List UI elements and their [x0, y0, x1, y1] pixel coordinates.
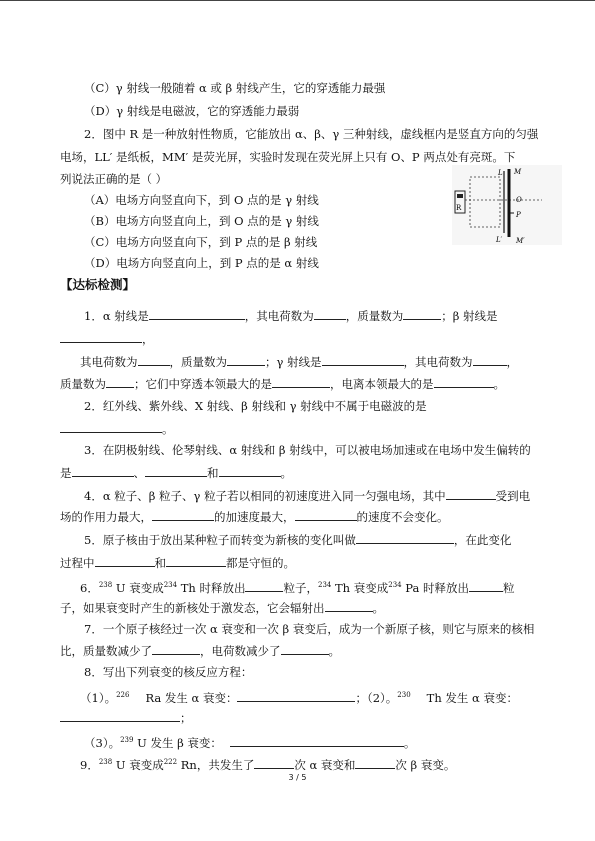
- blank[interactable]: [152, 643, 200, 655]
- s1-line-4: 质量数为 ；它们中穿透本领最大的是 ，电离本领最大的是 。: [60, 377, 505, 391]
- q2-option-c: （C）电场方向竖直向下，到 P 点的是 β 射线: [84, 235, 318, 249]
- blank[interactable]: [356, 532, 454, 544]
- blank[interactable]: [145, 465, 207, 477]
- blank[interactable]: [469, 580, 503, 592]
- s8-line-4: （3）。$^{239}$ U 发生 β 衰变： 。: [84, 736, 416, 750]
- blank[interactable]: [230, 735, 404, 747]
- s8-line-2: （1）。$^{226}$ Ra 发生 α 衰变： ；（2）。$^{230}$ Th 发生 α 衰变：: [80, 691, 518, 705]
- blank[interactable]: [325, 600, 373, 612]
- header-rule: [0, 0, 595, 1]
- blank[interactable]: [272, 376, 330, 388]
- page-number: 3 / 5: [288, 773, 307, 782]
- label-l-prime: L′: [496, 236, 503, 244]
- s5-line-2: 过程中 和 都是守恒的。: [60, 556, 295, 570]
- blank[interactable]: [237, 690, 355, 702]
- option-d: （D）γ 射线是电磁波，它的穿透能力最弱: [84, 104, 300, 118]
- q2-option-b: （B）电场方向竖直向上，到 O 点的是 γ 射线: [84, 214, 319, 228]
- s6-line-2: 子，如果衰变时产生的新核处于激发态，它会辐射出 。: [60, 601, 384, 615]
- label-m-prime: M′: [516, 237, 525, 245]
- blank[interactable]: [446, 488, 496, 500]
- label-m: M: [514, 168, 522, 176]
- s4-line-1: 4．α 粒子、β 粒子、γ 粒子若以相同的初速度进入同一匀强电场，其中 受到电: [84, 489, 531, 503]
- blank[interactable]: [245, 580, 283, 592]
- blank[interactable]: [60, 331, 142, 343]
- radiation-diagram: [452, 165, 562, 245]
- s2-line-1: 2．红外线、紫外线、X 射线、β 射线和 γ 射线中不属于电磁波的是: [84, 399, 427, 413]
- blank[interactable]: [166, 555, 226, 567]
- blank[interactable]: [72, 465, 134, 477]
- blank[interactable]: [149, 308, 245, 320]
- blank[interactable]: [106, 376, 134, 388]
- blank[interactable]: [138, 354, 170, 366]
- blank[interactable]: [473, 354, 507, 366]
- s6-line-1: 6．$^{238}$ U 衰变成$^{234}$ Th 时释放出 粒子，$^{234}$ Th 衰变成$^{234}$ Pa 时释放出 粒: [80, 581, 515, 595]
- label-l: L: [498, 169, 503, 177]
- s4-line-2: 场的作用力最大， 的加速度最大， 的速度不会变化。: [60, 510, 449, 524]
- blank[interactable]: [227, 354, 265, 366]
- option-c: （C）γ 射线一般随着 α 或 β 射线产生，它的穿透能力最强: [84, 81, 386, 95]
- s9-line-1: 9．$^{238}$ U 衰变成$^{222}$ Rn，共发生了 次 α 衰变和 次 β 衰变。: [80, 758, 456, 772]
- s5-line-1: 5．原子核由于放出某种粒子而转变为新核的变化叫做 ，在此变化: [84, 533, 512, 547]
- section-heading: 【达标检测】: [60, 277, 136, 292]
- s2-line-2: 。: [60, 421, 174, 436]
- q2-line-2: 电场，LL′ 是纸板，MM′ 是荧光屏，实验时发现在荧光屏上只有 O、P 两点处有亮斑。下: [60, 150, 516, 164]
- s7-line-2: 比，质量数减少了 ，电荷数减少了 。: [60, 644, 340, 658]
- blank[interactable]: [314, 308, 346, 320]
- s1-line-3: 其电荷数为 ，质量数为 ；γ 射线是 ，其电荷数为 ，: [80, 355, 519, 369]
- s1-line-1: 1．α 射线是 ，其电荷数为 ，质量数为 ；β 射线是: [84, 309, 498, 323]
- blank[interactable]: [322, 354, 404, 366]
- q2-line-1: 2．图中 R 是一种放射性物质，它能放出 α、β、γ 三种射线，虚线框内是竖直方向的匀强: [84, 127, 539, 141]
- blank[interactable]: [281, 643, 329, 655]
- label-r: R: [456, 204, 462, 212]
- s3-line-1: 3．在阴极射线、伦琴射线、α 射线和 β 射线中，可以被电场加速或在电场中发生偏转的: [84, 443, 531, 457]
- s3-line-2: 是 、 和 。: [60, 466, 292, 480]
- blank[interactable]: [152, 509, 214, 521]
- blank[interactable]: [403, 308, 441, 320]
- q2-option-a: （A）电场方向竖直向下，到 O 点的是 γ 射线: [84, 193, 319, 207]
- blank[interactable]: [254, 757, 294, 769]
- blank[interactable]: [60, 710, 180, 722]
- s8-line-1: 8．写出下列衰变的核反应方程：: [84, 665, 253, 679]
- blank[interactable]: [60, 421, 162, 433]
- q2-option-d: （D）电场方向竖直向上，到 P 点的是 α 射线: [84, 256, 319, 270]
- blank[interactable]: [95, 555, 155, 567]
- s7-line-1: 7．一个原子核经过一次 α 衰变和一次 β 衰变后，成为一个新原子核，则它与原来的核相: [84, 622, 535, 636]
- q2-line-3: 列说法正确的是（ ）: [60, 172, 168, 186]
- blank[interactable]: [434, 376, 494, 388]
- blank[interactable]: [355, 757, 395, 769]
- label-o: O: [516, 196, 522, 204]
- s8-line-3: ；: [60, 710, 192, 725]
- s1-line-2: ，: [60, 331, 154, 346]
- label-p: P: [516, 211, 521, 219]
- blank[interactable]: [295, 509, 357, 521]
- blank[interactable]: [219, 465, 281, 477]
